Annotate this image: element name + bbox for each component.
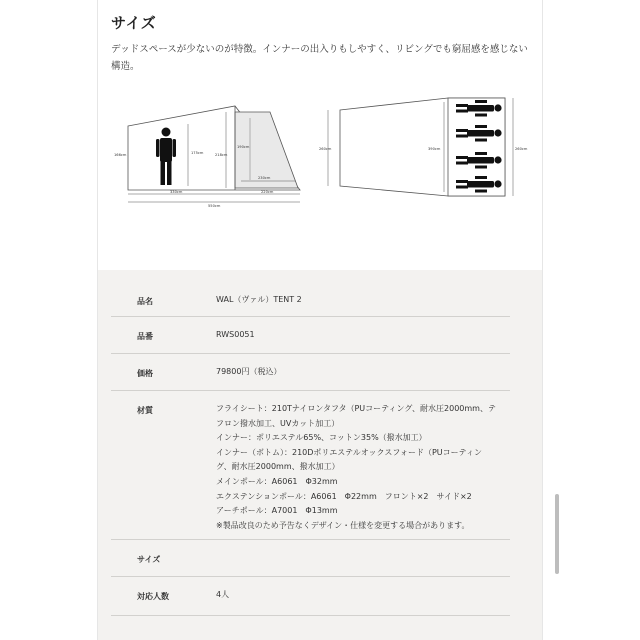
spec-row (111, 284, 510, 317)
label-inner-height: 218cm (215, 153, 228, 157)
person-leg-left (161, 161, 166, 185)
spec-value-line: RWS0051 (216, 330, 255, 339)
person-head (162, 128, 171, 137)
label-total-length: 550cm (208, 204, 221, 208)
spec-row-label: サイズ (137, 555, 161, 564)
description-line-1: デッドスペースが少ないのが特徴。インナーの出入りもしやすく、リビングでも窮屈感を感じない (111, 44, 528, 55)
spec-row (111, 391, 510, 540)
label-top-width-left: 260cm (319, 147, 332, 151)
spec-value-line: ※製品改良のため予告なくデザイン・仕様を変更する場合があります。 (216, 520, 470, 530)
spec-section (98, 270, 542, 640)
spec-value-line: エクステンションポール：A6061 Φ22mm フロント×2 サイド×2 (216, 491, 472, 501)
tent-size-diagram (98, 90, 542, 230)
person-arm-right (173, 139, 177, 157)
section-description (111, 41, 531, 75)
content-frame (97, 0, 543, 640)
spec-value-line: インナー（ボトム）：210Dポリエステルオックスフォード（PUコーティン (216, 447, 483, 457)
spec-row-label: 材質 (137, 406, 153, 415)
spec-row-label: 品番 (137, 332, 153, 341)
label-inner-rear-height: 190cm (237, 145, 250, 149)
spec-row-value (216, 328, 506, 343)
spec-value-line: 4人 (216, 590, 230, 599)
spec-row-value (216, 402, 506, 533)
spec-value-line: グ、耐水圧2000mm、撥水加工） (216, 462, 340, 472)
description-line-2: 構造。 (111, 61, 140, 72)
spec-value-line: フライシート：210Tナイロンタフタ（PUコーティング、耐水圧2000mm、テ (216, 404, 496, 413)
spec-value-line: アーチポール：A7001 Φ13mm (216, 506, 338, 516)
spec-value-line: フロン撥水加工、UVカット加工） (216, 418, 340, 428)
section-title: サイズ (111, 14, 157, 32)
spec-row-label: 品名 (137, 297, 153, 306)
label-inner-floor: 230cm (258, 176, 271, 180)
label-top-inner-length: 390cm (428, 147, 441, 151)
spec-row-value (216, 588, 506, 603)
spec-value-line: WAL（ヴァル）TENT 2 (216, 295, 302, 304)
spec-row-label: 対応人数 (137, 592, 169, 601)
person-arm-left (156, 139, 160, 157)
spec-value-line: インナー：ポリエステル65%、コットン35%（撥水加工） (216, 433, 427, 443)
spec-row (111, 577, 510, 616)
spec-row (111, 317, 510, 354)
scrollbar-thumb[interactable] (555, 494, 559, 574)
label-person-height: 175cm (191, 151, 204, 155)
side-view (128, 106, 300, 202)
spec-row (111, 354, 510, 391)
spec-row-label: 価格 (137, 369, 153, 378)
label-right-span: 220cm (261, 190, 274, 194)
spec-row-value (216, 293, 506, 308)
spec-value-line: メインポール：A6061 Φ32mm (216, 476, 338, 486)
spec-row-value (216, 365, 506, 380)
spec-table (111, 284, 510, 616)
spec-row (111, 540, 510, 577)
label-top-width-right: 260cm (515, 147, 528, 151)
label-left-span: 330cm (170, 190, 183, 194)
spec-value-line: 79800円（税込） (216, 367, 282, 376)
person-body (160, 138, 172, 162)
label-side-height: 166cm (114, 153, 127, 157)
person-leg-right (167, 161, 172, 185)
size-section (98, 0, 542, 270)
